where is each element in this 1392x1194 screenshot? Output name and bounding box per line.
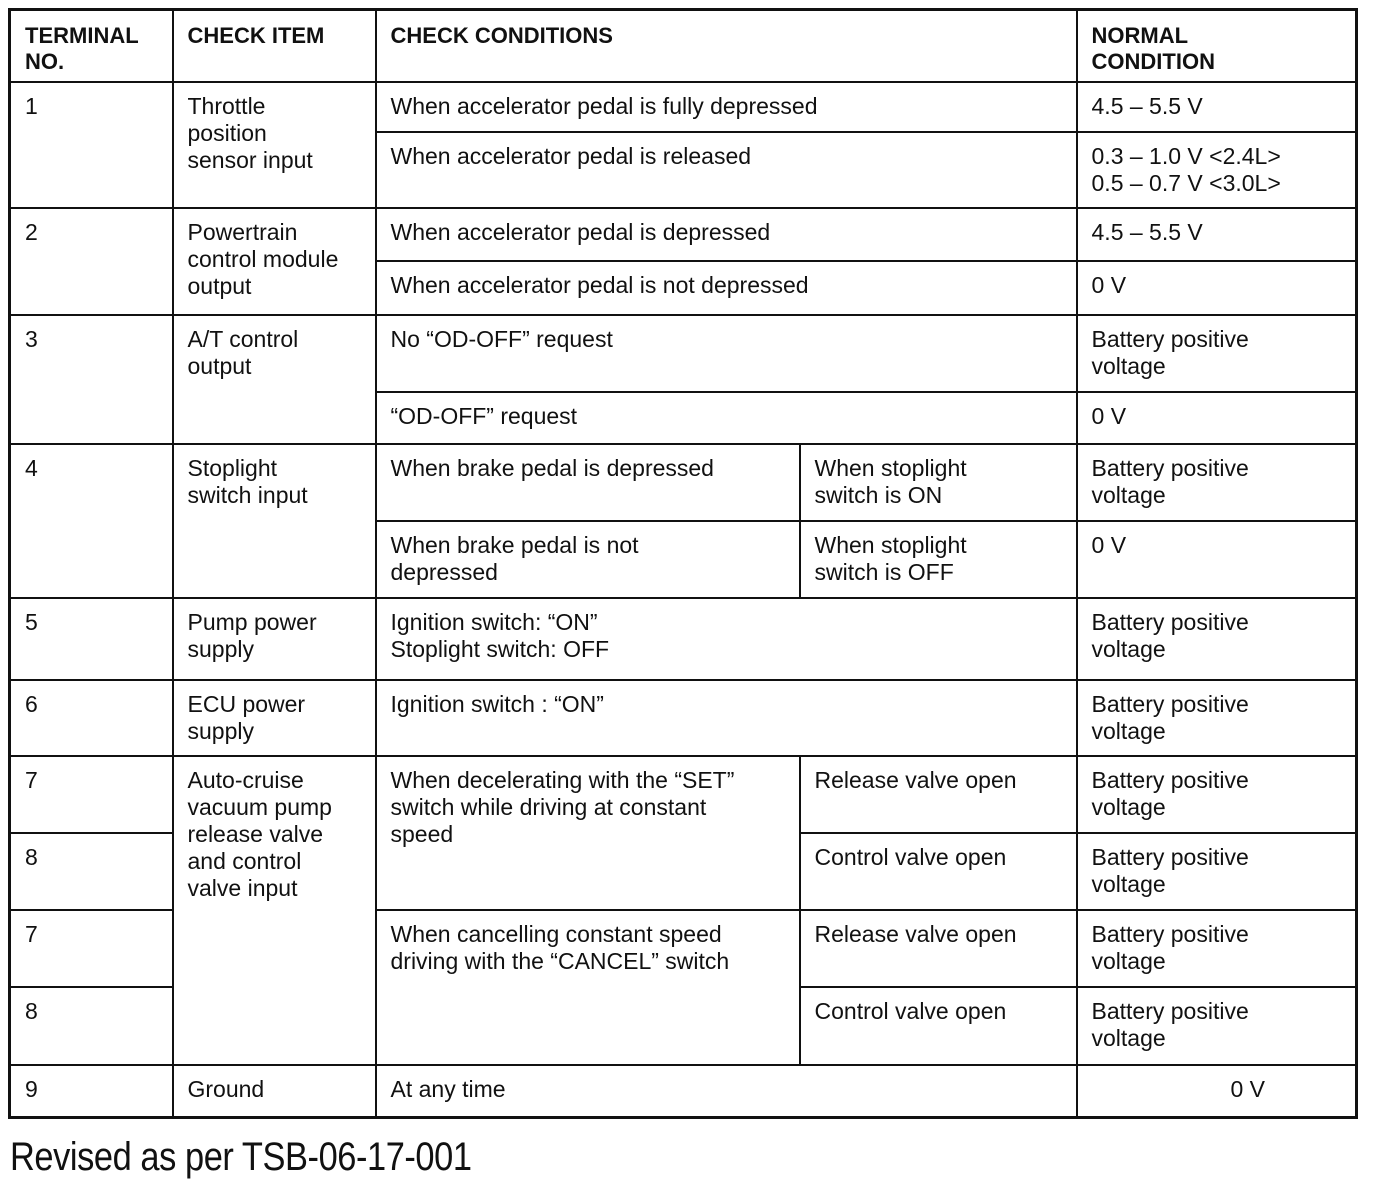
table-row [10, 444, 1357, 521]
terminal-cell: 8 [10, 833, 173, 910]
table-row [10, 756, 1357, 833]
condition-cell: At any time [376, 1065, 1077, 1117]
header-check-item: CHECK ITEM [173, 10, 376, 83]
header-row [10, 10, 1357, 83]
sub-condition-cell: Control valve open [800, 987, 1077, 1065]
table-row [10, 82, 1357, 132]
check-item-cell: Stoplight switch input [173, 444, 376, 598]
normal-cell: Battery positive voltage [1077, 987, 1357, 1065]
condition-cell: No “OD-OFF” request [376, 315, 1077, 392]
normal-cell: Battery positive voltage [1077, 598, 1357, 680]
normal-cell: 0.3 – 1.0 V <2.4L> 0.5 – 0.7 V <3.0L> [1077, 132, 1357, 208]
condition-cell: When decelerating with the “SET” switch while driving at constant speed [376, 756, 800, 910]
check-item-cell: ECU power supply [173, 680, 376, 756]
table-row [10, 680, 1357, 756]
condition-cell: When cancelling constant speed driving with the “CANCEL” switch [376, 910, 800, 1065]
check-item-cell: Powertrain control module output [173, 208, 376, 315]
terminal-check-table [8, 8, 1358, 1119]
sub-condition-cell: Release valve open [800, 910, 1077, 987]
table-row [10, 1065, 1357, 1117]
condition-cell: “OD-OFF” request [376, 392, 1077, 444]
normal-cell: Battery positive voltage [1077, 444, 1357, 521]
revision-note: Revised as per TSB-06-17-001 [10, 1135, 472, 1179]
terminal-cell: 8 [10, 987, 173, 1065]
table-row [10, 208, 1357, 261]
normal-cell: Battery positive voltage [1077, 833, 1357, 910]
terminal-cell: 7 [10, 910, 173, 987]
check-item-cell: Pump power supply [173, 598, 376, 680]
sub-condition-cell: When stoplight switch is OFF [800, 521, 1077, 598]
check-item-cell: Auto-cruise vacuum pump release valve and control valve input [173, 756, 376, 1065]
condition-cell: When accelerator pedal is not depressed [376, 261, 1077, 315]
terminal-cell: 4 [10, 444, 173, 598]
table-row [10, 598, 1357, 680]
normal-cell: Battery positive voltage [1077, 756, 1357, 833]
normal-cell: Battery positive voltage [1077, 315, 1357, 392]
normal-cell: 0 V [1077, 261, 1357, 315]
terminal-cell: 6 [10, 680, 173, 756]
table-row [10, 315, 1357, 392]
normal-cell: 4.5 – 5.5 V [1077, 208, 1357, 261]
condition-cell: When brake pedal is depressed [376, 444, 800, 521]
normal-cell: 0 V [1077, 1065, 1357, 1117]
normal-cell: Battery positive voltage [1077, 680, 1357, 756]
normal-cell: 0 V [1077, 521, 1357, 598]
condition-cell: When accelerator pedal is depressed [376, 208, 1077, 261]
normal-cell: 4.5 – 5.5 V [1077, 82, 1357, 132]
terminal-cell: 2 [10, 208, 173, 315]
header-check-conditions: CHECK CONDITIONS [376, 10, 1077, 83]
check-item-cell: A/T control output [173, 315, 376, 444]
sub-condition-cell: Release valve open [800, 756, 1077, 833]
terminal-cell: 7 [10, 756, 173, 833]
check-table-container [8, 8, 1355, 1119]
normal-cell: 0 V [1077, 392, 1357, 444]
header-normal-condition: NORMAL CONDITION [1077, 10, 1357, 83]
terminal-cell: 1 [10, 82, 173, 208]
terminal-cell: 5 [10, 598, 173, 680]
condition-cell: Ignition switch : “ON” [376, 680, 1077, 756]
check-item-cell: Ground [173, 1065, 376, 1117]
condition-cell: Ignition switch: “ON” Stoplight switch: OFF [376, 598, 1077, 680]
condition-cell: When accelerator pedal is released [376, 132, 1077, 208]
condition-cell: When accelerator pedal is fully depressed [376, 82, 1077, 132]
terminal-cell: 3 [10, 315, 173, 444]
sub-condition-cell: When stoplight switch is ON [800, 444, 1077, 521]
terminal-cell: 9 [10, 1065, 173, 1117]
header-terminal: TERMINAL NO. [10, 10, 173, 83]
check-item-cell: Throttle position sensor input [173, 82, 376, 208]
normal-cell: Battery positive voltage [1077, 910, 1357, 987]
sub-condition-cell: Control valve open [800, 833, 1077, 910]
condition-cell: When brake pedal is not depressed [376, 521, 800, 598]
